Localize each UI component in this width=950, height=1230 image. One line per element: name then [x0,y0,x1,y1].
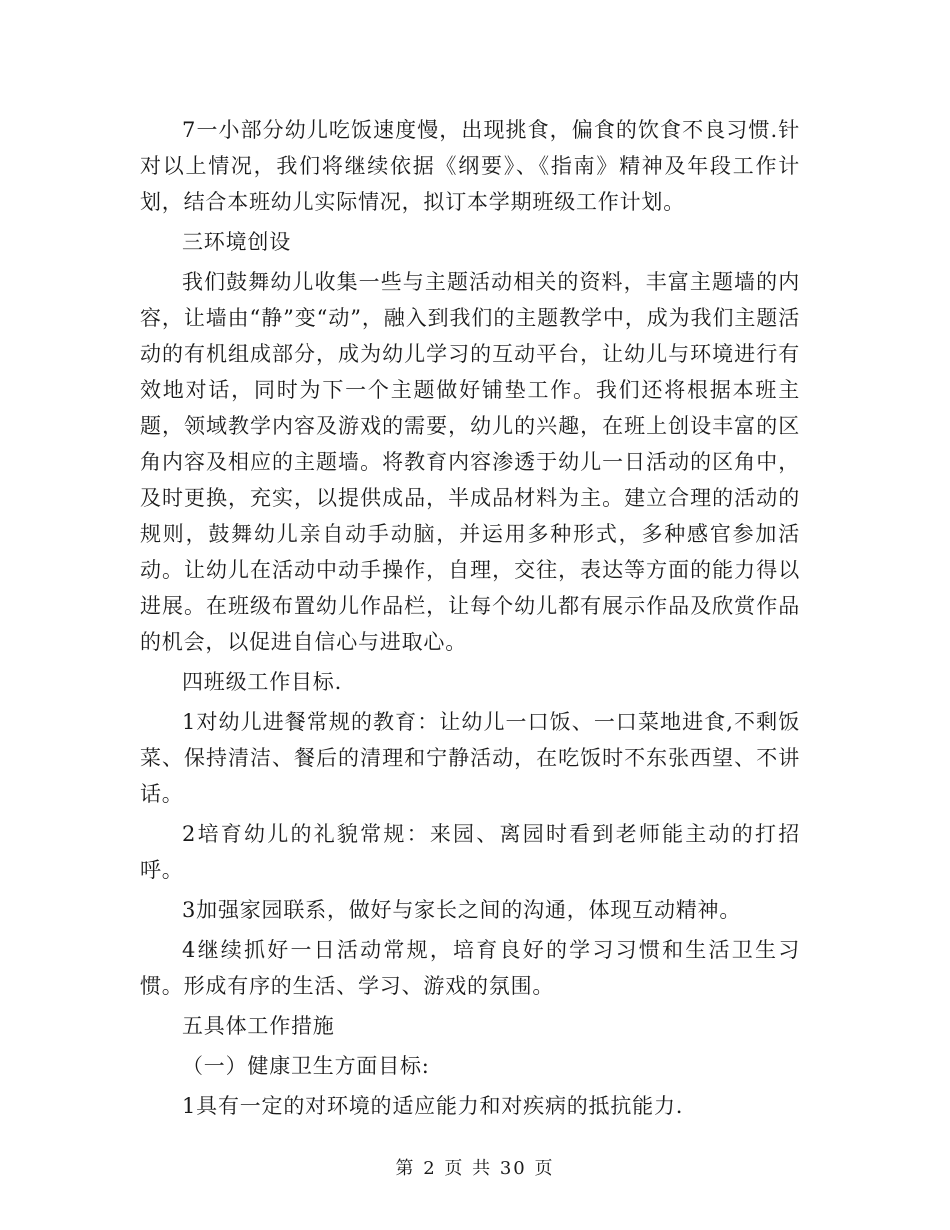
heading-class-goals: 四班级工作目标. [182,670,343,694]
paragraph-goal-2: 2培育幼儿的礼貌常规：来园、离园时看到老师能主动的打招呼。 [140,822,800,882]
heading-environment: 三环境创设 [182,230,291,254]
page-number-footer: 第 2 页 共 30 页 [395,1158,555,1179]
subheading-health: （一）健康卫生方面目标: [182,1054,430,1078]
document-body [140,112,800,1124]
paragraph-health-1: 1具有一定的对环境的适应能力和对疾病的抵抗能力. [182,1094,684,1118]
heading-measures: 五具体工作措施 [182,1014,335,1038]
paragraph-goal-4: 4继续抓好一日活动常规，培育良好的学习习惯和生活卫生习惯。形成有序的生活、学习、游戏的氛围。 [140,938,800,998]
paragraph-eating-habits: 7一小部分幼儿吃饭速度慢，出现挑食，偏食的饮食不良习惯.针对以上情况，我们将继续依据《纲要》、《指南》精神及年段工作计划，结合本班幼儿实际情况，拟订本学期班级工作计划。 [140,118,800,214]
paragraph-environment: 我们鼓舞幼儿收集一些与主题活动相关的资料，丰富主题墙的内容，让墙由“静”变“动”，融入到我们的主题教学中，成为我们主题活动的有机组成部分，成为幼儿学习的互动平台，让幼儿与环境进行有效地对话，同时为下一个主题做好铺垫工作。我们还将根据本班主题，领域教学内容及游戏的需要，幼儿的兴趣，在班上创设丰富的区角内容及相应的主题墙。将教育内容渗透于幼儿一日活动的区角中，及时更换，充实，以提供成品，半成品材料为主。建立合理的活动的规则，鼓舞幼儿亲自动手动脑，并运用多种形式，多种感官参加活动。让幼儿在活动中动手操作，自理，交往，表达等方面的能力得以进展。在班级布置幼儿作品栏，让每个幼儿都有展示作品及欣赏作品的机会，以促进自信心与进取心。 [140,270,800,654]
paragraph-goal-1: 1对幼儿进餐常规的教育：让幼儿一口饭、一口菜地进食,不剩饭菜、保持清洁、餐后的清理和宁静活动，在吃饭时不东张西望、不讲话。 [140,710,800,806]
paragraph-goal-3: 3加强家园联系，做好与家长之间的沟通，体现互动精神。 [182,898,742,922]
